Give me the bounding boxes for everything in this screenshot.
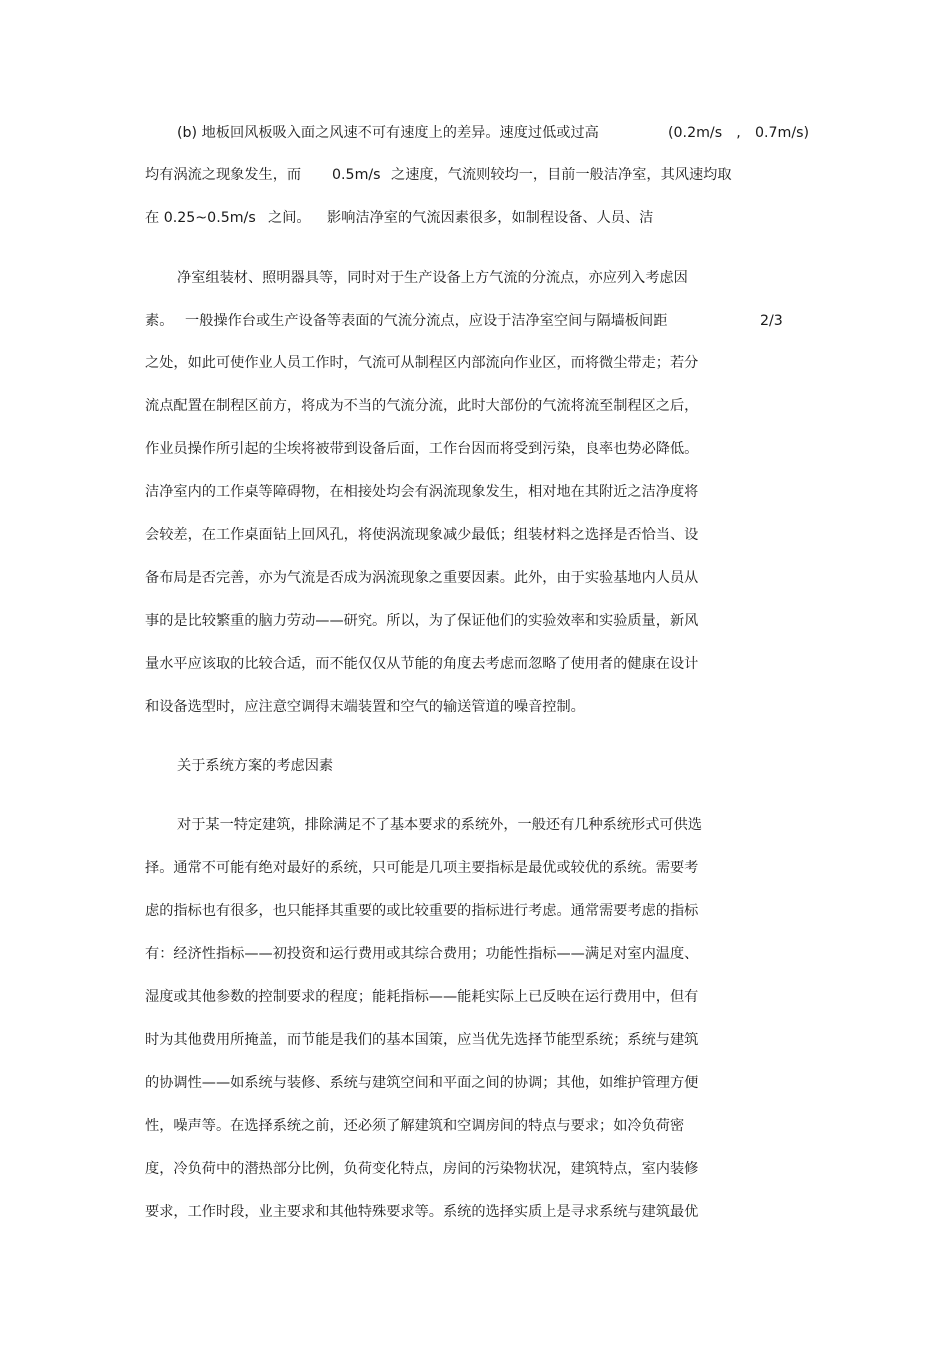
para1-line3-c: 影响洁净室的气流因素很多，如制程设备、人员、洁	[327, 210, 654, 226]
para2-line: 事的是比较繁重的脑力劳动——研究。所以，为了保证他们的实验效率和实验质量，新风	[145, 613, 699, 629]
section-heading: 关于系统方案的考虑因素	[177, 758, 334, 774]
para1-line2-b: 0.5m/s	[332, 167, 381, 183]
para1-line1-value: (0.2m/s , 0.7m/s)	[668, 125, 810, 141]
para3-line: 时为其他费用所掩盖，而节能是我们的基本国策，应当优先选择节能型系统；系统与建筑	[145, 1032, 699, 1048]
para2-line2-b: 一般操作台或生产设备等表面的气流分流点，应设于洁净室空间与隔墙板间距	[185, 313, 668, 329]
para3-line: 度，冷负荷中的潜热部分比例，负荷变化特点，房间的污染物状况，建筑特点，室内装修	[145, 1161, 699, 1177]
para3-line: 要求，工作时段，业主要求和其他特殊要求等。系统的选择实质上是寻求系统与建筑最优	[145, 1204, 699, 1220]
para2-line: 量水平应该取的比较合适，而不能仅仅从节能的角度去考虑而忽略了使用者的健康在设计	[145, 656, 699, 672]
para2-line2-c: 2/3	[760, 313, 783, 329]
para2-line: 会较差，在工作桌面钻上回风孔，将使涡流现象减少最低；组装材料之选择是否恰当、设	[145, 527, 699, 543]
para2-line: 和设备选型时，应注意空调得末端装置和空气的输送管道的噪音控制。	[145, 699, 585, 715]
para3-line: 虑的指标也有很多，也只能择其重要的或比较重要的指标进行考虑。通常需要考虑的指标	[145, 903, 699, 919]
para3-line: 的协调性——如系统与装修、系统与建筑空间和平面之间的协调；其他，如维护管理方便	[145, 1075, 699, 1091]
para2-line: 作业员操作所引起的尘埃将被带到设备后面，工作台因而将受到污染，良率也势必降低。	[145, 441, 699, 457]
para2-line: 之处，如此可使作业人员工作时，气流可从制程区内部流向作业区，而将微尘带走；若分	[145, 355, 699, 371]
para2-line1: 净室组装材、照明器具等，同时对于生产设备上方气流的分流点，亦应列入考虑因	[177, 270, 688, 286]
para2-line: 流点配置在制程区前方，将成为不当的气流分流，此时大部份的气流将流至制程区之后，	[145, 398, 699, 414]
para3-line: 性，噪声等。在选择系统之前，还必须了解建筑和空调房间的特点与要求；如冷负荷密	[145, 1118, 685, 1134]
para3-line: 有：经济性指标——初投资和运行费用或其综合费用；功能性指标——满足对室内温度、	[145, 946, 699, 962]
para3-line: 湿度或其他参数的控制要求的程度；能耗指标——能耗实际上已反映在运行费用中，但有	[145, 989, 699, 1005]
para3-line1: 对于某一特定建筑，排除满足不了基本要求的系统外，一般还有几种系统形式可供选	[177, 817, 702, 833]
para1-line3-a: 在 0.25~0.5m/s	[145, 210, 256, 226]
para1-line2-a: 均有涡流之现象发生，而	[145, 167, 302, 183]
para2-line2-a: 素。	[145, 313, 174, 329]
para1-line1-text: (b) 地板回风板吸入面之风速不可有速度上的差异。速度过低或过高	[177, 125, 599, 141]
para1-line2-c: 之速度，气流则较均一，目前一般洁净室，其风速均取	[391, 167, 732, 183]
para2-line: 洁净室内的工作桌等障碍物，在相接处均会有涡流现象发生，相对地在其附近之洁净度将	[145, 484, 699, 500]
para2-line: 备布局是否完善，亦为气流是否成为涡流现象之重要因素。此外，由于实验基地内人员从	[145, 570, 699, 586]
para3-line: 择。通常不可能有绝对最好的系统，只可能是几项主要指标是最优或较优的系统。需要考	[145, 860, 699, 876]
para1-line3-b: 之间。	[268, 210, 311, 226]
